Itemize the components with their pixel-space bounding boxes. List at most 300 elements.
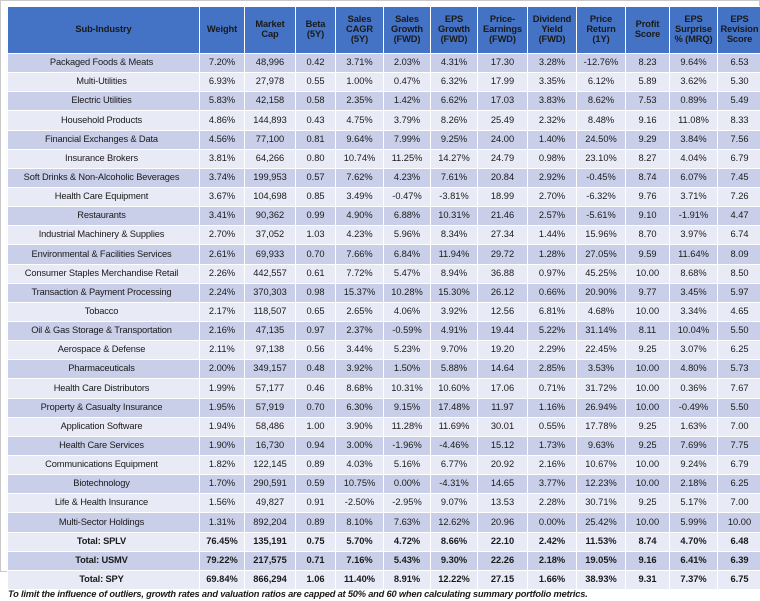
cell-eps_gr: 14.27% — [431, 149, 478, 168]
cell-div_yield: 2.32% — [528, 111, 577, 130]
cell-name: Transaction & Payment Processing — [8, 283, 200, 302]
cell-mcap: 48,996 — [245, 54, 296, 73]
cell-sales_gr: 4.72% — [384, 532, 431, 551]
cell-sales_cagr: 9.64% — [336, 130, 384, 149]
cell-eps_gr: 8.34% — [431, 226, 478, 245]
cell-sales_gr: 4.23% — [384, 168, 431, 187]
cell-price_ret: -0.45% — [577, 168, 626, 187]
cell-name: Multi-Utilities — [8, 73, 200, 92]
cell-eps_gr: 9.30% — [431, 551, 478, 570]
cell-eps_rev: 8.50 — [718, 264, 760, 283]
column-header-name[interactable] — [8, 7, 200, 54]
cell-weight: 3.74% — [200, 168, 245, 187]
cell-name: Multi-Sector Holdings — [8, 513, 200, 532]
cell-profit: 9.29 — [626, 130, 670, 149]
column-header-line: (5Y) — [336, 35, 383, 45]
cell-eps_surp: 5.17% — [670, 494, 718, 513]
cell-sales_cagr: 8.68% — [336, 379, 384, 398]
cell-pe: 22.26 — [478, 551, 528, 570]
cell-price_ret: 45.25% — [577, 264, 626, 283]
cell-pe: 12.56 — [478, 302, 528, 321]
cell-eps_gr: -4.46% — [431, 436, 478, 455]
cell-pe: 36.88 — [478, 264, 528, 283]
cell-beta: 0.43 — [296, 111, 336, 130]
cell-eps_gr: 8.26% — [431, 111, 478, 130]
cell-name: Insurance Brokers — [8, 149, 200, 168]
cell-sales_gr: 11.25% — [384, 149, 431, 168]
table-row[interactable] — [8, 360, 760, 379]
table-row[interactable] — [8, 398, 760, 417]
cell-eps_surp: 4.04% — [670, 149, 718, 168]
cell-div_yield: 5.22% — [528, 321, 577, 340]
table-row[interactable] — [8, 226, 760, 245]
cell-pe: 19.44 — [478, 321, 528, 340]
cell-eps_rev: 7.00 — [718, 494, 760, 513]
cell-pe: 25.49 — [478, 111, 528, 130]
cell-eps_gr: -3.81% — [431, 187, 478, 206]
cell-price_ret: 3.53% — [577, 360, 626, 379]
cell-price_ret: 9.63% — [577, 436, 626, 455]
cell-eps_rev: 7.56 — [718, 130, 760, 149]
column-header-line: (FWD) — [478, 35, 527, 45]
cell-sales_cagr: 3.90% — [336, 417, 384, 436]
cell-eps_surp: 11.08% — [670, 111, 718, 130]
cell-div_yield: 0.66% — [528, 283, 577, 302]
cell-sales_gr: -0.59% — [384, 321, 431, 340]
column-header-line: (FWD) — [384, 35, 430, 45]
cell-weight: 1.70% — [200, 475, 245, 494]
cell-weight: 1.99% — [200, 379, 245, 398]
column-header-line: Beta — [296, 20, 335, 30]
cell-weight: 1.56% — [200, 494, 245, 513]
cell-weight: 7.20% — [200, 54, 245, 73]
cell-eps_gr: 5.88% — [431, 360, 478, 379]
cell-sales_cagr: 1.00% — [336, 73, 384, 92]
cell-sales_gr: 5.16% — [384, 455, 431, 474]
cell-eps_surp: 9.24% — [670, 455, 718, 474]
cell-beta: 0.91 — [296, 494, 336, 513]
cell-mcap: 144,893 — [245, 111, 296, 130]
cell-weight: 4.56% — [200, 130, 245, 149]
cell-sales_cagr: 6.30% — [336, 398, 384, 417]
cell-sales_cagr: 7.62% — [336, 168, 384, 187]
cell-price_ret: 19.05% — [577, 551, 626, 570]
cell-eps_rev: 7.67 — [718, 379, 760, 398]
cell-sales_gr: 6.88% — [384, 207, 431, 226]
cell-weight: 3.81% — [200, 149, 245, 168]
table-row[interactable] — [8, 379, 760, 398]
column-header-price_ret[interactable] — [577, 7, 626, 54]
cell-div_yield: 1.16% — [528, 398, 577, 417]
cell-mcap: 57,177 — [245, 379, 296, 398]
table-row[interactable] — [8, 302, 760, 321]
column-header-line: Score — [718, 35, 760, 45]
cell-profit: 8.27 — [626, 149, 670, 168]
cell-div_yield: 2.57% — [528, 207, 577, 226]
table-row[interactable] — [8, 245, 760, 264]
column-header-profit[interactable] — [626, 7, 670, 54]
cell-mcap: 217,575 — [245, 551, 296, 570]
cell-sales_gr: -1.96% — [384, 436, 431, 455]
cell-weight: 3.41% — [200, 207, 245, 226]
cell-profit: 7.53 — [626, 92, 670, 111]
cell-weight: 2.26% — [200, 264, 245, 283]
cell-beta: 1.03 — [296, 226, 336, 245]
cell-name: Financial Exchanges & Data — [8, 130, 200, 149]
cell-name: Health Care Equipment — [8, 187, 200, 206]
cell-pe: 14.65 — [478, 475, 528, 494]
table-row[interactable] — [8, 149, 760, 168]
column-header-line: Sales — [336, 15, 383, 25]
cell-eps_gr: 10.31% — [431, 207, 478, 226]
cell-eps_surp: -0.49% — [670, 398, 718, 417]
column-header-eps_rev[interactable] — [718, 7, 760, 54]
cell-profit: 9.16 — [626, 111, 670, 130]
table-row[interactable] — [8, 321, 760, 340]
cell-price_ret: -5.61% — [577, 207, 626, 226]
cell-pe: 17.06 — [478, 379, 528, 398]
cell-eps_surp: 3.07% — [670, 341, 718, 360]
cell-price_ret: 25.42% — [577, 513, 626, 532]
column-header-line: Growth — [384, 25, 430, 35]
table-row[interactable] — [8, 532, 760, 551]
footnote-text: To limit the influence of outliers, growth rates and valuation ratios are capped at 50% and 60 when calculating summary portfolio metrics. — [8, 589, 760, 600]
cell-sales_cagr: 3.92% — [336, 360, 384, 379]
cell-weight: 2.17% — [200, 302, 245, 321]
cell-sales_gr: 0.00% — [384, 475, 431, 494]
cell-name: Total: USMV — [8, 551, 200, 570]
cell-beta: 0.58 — [296, 92, 336, 111]
cell-div_yield: 0.00% — [528, 513, 577, 532]
cell-div_yield: 2.92% — [528, 168, 577, 187]
cell-price_ret: 27.05% — [577, 245, 626, 264]
cell-weight: 2.24% — [200, 283, 245, 302]
cell-eps_surp: 7.37% — [670, 570, 718, 589]
cell-name: Life & Health Insurance — [8, 494, 200, 513]
cell-sales_gr: 7.99% — [384, 130, 431, 149]
table-row[interactable] — [8, 207, 760, 226]
cell-eps_rev: 6.39 — [718, 551, 760, 570]
cell-sales_gr: 9.15% — [384, 398, 431, 417]
cell-eps_surp: 4.80% — [670, 360, 718, 379]
cell-div_yield: 3.35% — [528, 73, 577, 92]
cell-sales_gr: 5.23% — [384, 341, 431, 360]
table-row[interactable] — [8, 92, 760, 111]
cell-eps_gr: 9.25% — [431, 130, 478, 149]
column-header-line: (1Y) — [577, 35, 625, 45]
table-row[interactable] — [8, 417, 760, 436]
cell-eps_rev: 6.48 — [718, 532, 760, 551]
cell-div_yield: 0.98% — [528, 149, 577, 168]
cell-profit: 9.25 — [626, 436, 670, 455]
column-header-line: EPS — [431, 15, 477, 25]
table-row[interactable] — [8, 73, 760, 92]
cell-profit: 10.00 — [626, 302, 670, 321]
cell-div_yield: 3.83% — [528, 92, 577, 111]
cell-sales_cagr: 2.35% — [336, 92, 384, 111]
cell-div_yield: 2.16% — [528, 455, 577, 474]
cell-sales_cagr: 3.71% — [336, 54, 384, 73]
cell-price_ret: 12.23% — [577, 475, 626, 494]
cell-weight: 2.00% — [200, 360, 245, 379]
cell-mcap: 37,052 — [245, 226, 296, 245]
table-row[interactable] — [8, 168, 760, 187]
column-header-pe[interactable] — [478, 7, 528, 54]
cell-eps_surp: 3.84% — [670, 130, 718, 149]
column-header-line: Growth — [431, 25, 477, 35]
cell-eps_rev: 4.47 — [718, 207, 760, 226]
cell-sales_cagr: 15.37% — [336, 283, 384, 302]
table-row[interactable] — [8, 130, 760, 149]
cell-beta: 0.65 — [296, 302, 336, 321]
cell-price_ret: 20.90% — [577, 283, 626, 302]
cell-name: Total: SPY — [8, 570, 200, 589]
column-header-line: Return — [577, 25, 625, 35]
cell-beta: 0.99 — [296, 207, 336, 226]
cell-price_ret: 23.10% — [577, 149, 626, 168]
column-header-line: Market — [245, 20, 295, 30]
cell-eps_rev: 4.65 — [718, 302, 760, 321]
table-row[interactable] — [8, 264, 760, 283]
cell-mcap: 57,919 — [245, 398, 296, 417]
cell-pe: 20.92 — [478, 455, 528, 474]
cell-eps_rev: 5.50 — [718, 321, 760, 340]
cell-eps_surp: 10.04% — [670, 321, 718, 340]
cell-pe: 17.99 — [478, 73, 528, 92]
cell-price_ret: 26.94% — [577, 398, 626, 417]
cell-eps_surp: 3.97% — [670, 226, 718, 245]
table-row[interactable] — [8, 111, 760, 130]
cell-sales_cagr: 3.44% — [336, 341, 384, 360]
cell-pe: 18.99 — [478, 187, 528, 206]
cell-eps_surp: 3.71% — [670, 187, 718, 206]
cell-sales_cagr: -2.50% — [336, 494, 384, 513]
cell-div_yield: 1.73% — [528, 436, 577, 455]
table-body — [8, 54, 760, 590]
table-row[interactable] — [8, 570, 760, 589]
column-header-line: % (MRQ) — [670, 35, 717, 45]
cell-eps_surp: 7.69% — [670, 436, 718, 455]
cell-eps_surp: 8.68% — [670, 264, 718, 283]
cell-pe: 30.01 — [478, 417, 528, 436]
cell-sales_gr: -0.47% — [384, 187, 431, 206]
table-row[interactable] — [8, 187, 760, 206]
column-header-line: (FWD) — [431, 35, 477, 45]
column-header-line: CAGR — [336, 25, 383, 35]
cell-name: Health Care Distributors — [8, 379, 200, 398]
cell-beta: 0.98 — [296, 283, 336, 302]
cell-mcap: 42,158 — [245, 92, 296, 111]
cell-pe: 14.64 — [478, 360, 528, 379]
cell-mcap: 290,591 — [245, 475, 296, 494]
cell-pe: 24.79 — [478, 149, 528, 168]
cell-price_ret: 17.78% — [577, 417, 626, 436]
table-row[interactable] — [8, 513, 760, 532]
cell-profit: 9.25 — [626, 341, 670, 360]
cell-eps_surp: 2.18% — [670, 475, 718, 494]
cell-profit: 10.00 — [626, 513, 670, 532]
cell-eps_surp: 1.63% — [670, 417, 718, 436]
cell-beta: 1.00 — [296, 417, 336, 436]
cell-mcap: 64,266 — [245, 149, 296, 168]
cell-sales_cagr: 7.16% — [336, 551, 384, 570]
sub-industry-metrics-table — [7, 6, 760, 601]
cell-name: Pharmaceuticals — [8, 360, 200, 379]
cell-eps_rev: 6.79 — [718, 149, 760, 168]
cell-sales_gr: 2.03% — [384, 54, 431, 73]
cell-name: Biotechnology — [8, 475, 200, 494]
table-footer — [8, 589, 760, 600]
table-row[interactable] — [8, 54, 760, 73]
cell-weight: 3.67% — [200, 187, 245, 206]
table-header — [8, 7, 760, 54]
cell-beta: 1.06 — [296, 570, 336, 589]
column-header-eps_gr[interactable] — [431, 7, 478, 54]
table-row[interactable] — [8, 341, 760, 360]
cell-eps_surp: 6.07% — [670, 168, 718, 187]
column-header-beta[interactable] — [296, 7, 336, 54]
cell-price_ret: 31.14% — [577, 321, 626, 340]
cell-price_ret: 15.96% — [577, 226, 626, 245]
cell-beta: 0.75 — [296, 532, 336, 551]
cell-div_yield: 2.18% — [528, 551, 577, 570]
cell-sales_gr: -2.95% — [384, 494, 431, 513]
cell-pe: 29.72 — [478, 245, 528, 264]
column-header-line: Price — [577, 15, 625, 25]
table-row[interactable] — [8, 436, 760, 455]
cell-mcap: 49,827 — [245, 494, 296, 513]
cell-beta: 0.59 — [296, 475, 336, 494]
cell-profit: 10.00 — [626, 475, 670, 494]
column-header-line: Price- — [478, 15, 527, 25]
cell-mcap: 16,730 — [245, 436, 296, 455]
cell-pe: 20.84 — [478, 168, 528, 187]
cell-name: Industrial Machinery & Supplies — [8, 226, 200, 245]
cell-eps_surp: 0.36% — [670, 379, 718, 398]
cell-weight: 4.86% — [200, 111, 245, 130]
cell-eps_rev: 7.00 — [718, 417, 760, 436]
column-header-eps_surp[interactable] — [670, 7, 718, 54]
table-row[interactable] — [8, 455, 760, 474]
cell-eps_rev: 10.00 — [718, 513, 760, 532]
cell-weight: 1.94% — [200, 417, 245, 436]
column-header-sales_cagr[interactable] — [336, 7, 384, 54]
cell-mcap: 135,191 — [245, 532, 296, 551]
cell-eps_gr: 6.77% — [431, 455, 478, 474]
cell-sales_gr: 7.63% — [384, 513, 431, 532]
cell-beta: 0.56 — [296, 341, 336, 360]
cell-sales_gr: 0.47% — [384, 73, 431, 92]
cell-profit: 9.16 — [626, 551, 670, 570]
cell-profit: 9.77 — [626, 283, 670, 302]
cell-beta: 0.61 — [296, 264, 336, 283]
cell-div_yield: 2.42% — [528, 532, 577, 551]
cell-mcap: 122,145 — [245, 455, 296, 474]
cell-name: Oil & Gas Storage & Transportation — [8, 321, 200, 340]
cell-eps_rev: 6.25 — [718, 341, 760, 360]
cell-beta: 0.89 — [296, 455, 336, 474]
cell-eps_rev: 6.79 — [718, 455, 760, 474]
cell-eps_gr: 15.30% — [431, 283, 478, 302]
column-header-line: Yield — [528, 25, 576, 35]
cell-sales_gr: 10.31% — [384, 379, 431, 398]
cell-mcap: 866,294 — [245, 570, 296, 589]
cell-beta: 0.70 — [296, 245, 336, 264]
cell-price_ret: 4.68% — [577, 302, 626, 321]
cell-profit: 10.00 — [626, 455, 670, 474]
cell-eps_gr: 10.60% — [431, 379, 478, 398]
column-header-mcap[interactable] — [245, 7, 296, 54]
cell-mcap: 104,698 — [245, 187, 296, 206]
cell-mcap: 77,100 — [245, 130, 296, 149]
column-header-line: Profit — [626, 20, 669, 30]
table-row[interactable] — [8, 475, 760, 494]
cell-profit: 8.74 — [626, 168, 670, 187]
cell-sales_cagr: 3.00% — [336, 436, 384, 455]
cell-beta: 0.55 — [296, 73, 336, 92]
table-row[interactable] — [8, 494, 760, 513]
cell-pe: 20.96 — [478, 513, 528, 532]
column-header-div_yield[interactable] — [528, 7, 577, 54]
column-header-line: EPS — [718, 15, 760, 25]
cell-eps_rev: 5.73 — [718, 360, 760, 379]
cell-weight: 2.61% — [200, 245, 245, 264]
column-header-weight[interactable] — [200, 7, 245, 54]
column-header-line: Surprise — [670, 25, 717, 35]
column-header-sales_gr[interactable] — [384, 7, 431, 54]
cell-eps_rev: 7.45 — [718, 168, 760, 187]
cell-weight: 1.82% — [200, 455, 245, 474]
column-header-line: Earnings — [478, 25, 527, 35]
cell-name: Consumer Staples Merchandise Retail — [8, 264, 200, 283]
cell-pe: 13.53 — [478, 494, 528, 513]
table-row[interactable] — [8, 551, 760, 570]
cell-div_yield: 2.85% — [528, 360, 577, 379]
header-row — [8, 7, 760, 54]
cell-eps_surp: 3.62% — [670, 73, 718, 92]
cell-pe: 26.12 — [478, 283, 528, 302]
cell-sales_cagr: 5.70% — [336, 532, 384, 551]
cell-beta: 0.48 — [296, 360, 336, 379]
cell-name: Household Products — [8, 111, 200, 130]
cell-name: Communications Equipment — [8, 455, 200, 474]
cell-mcap: 47,135 — [245, 321, 296, 340]
cell-pe: 19.20 — [478, 341, 528, 360]
cell-mcap: 118,507 — [245, 302, 296, 321]
cell-sales_gr: 10.28% — [384, 283, 431, 302]
cell-price_ret: -12.76% — [577, 54, 626, 73]
cell-beta: 0.71 — [296, 551, 336, 570]
cell-eps_rev: 6.75 — [718, 570, 760, 589]
cell-div_yield: 2.70% — [528, 187, 577, 206]
cell-profit: 10.00 — [626, 379, 670, 398]
cell-eps_gr: 6.62% — [431, 92, 478, 111]
cell-eps_gr: 11.94% — [431, 245, 478, 264]
cell-beta: 0.42 — [296, 54, 336, 73]
cell-sales_gr: 6.84% — [384, 245, 431, 264]
cell-pe: 27.15 — [478, 570, 528, 589]
table-row[interactable] — [8, 283, 760, 302]
cell-sales_cagr: 3.49% — [336, 187, 384, 206]
cell-name: Electric Utilities — [8, 92, 200, 111]
cell-profit: 10.00 — [626, 360, 670, 379]
cell-price_ret: 11.53% — [577, 532, 626, 551]
cell-name: Health Care Services — [8, 436, 200, 455]
cell-mcap: 892,204 — [245, 513, 296, 532]
cell-eps_rev: 6.74 — [718, 226, 760, 245]
cell-div_yield: 1.44% — [528, 226, 577, 245]
cell-eps_surp: -1.91% — [670, 207, 718, 226]
